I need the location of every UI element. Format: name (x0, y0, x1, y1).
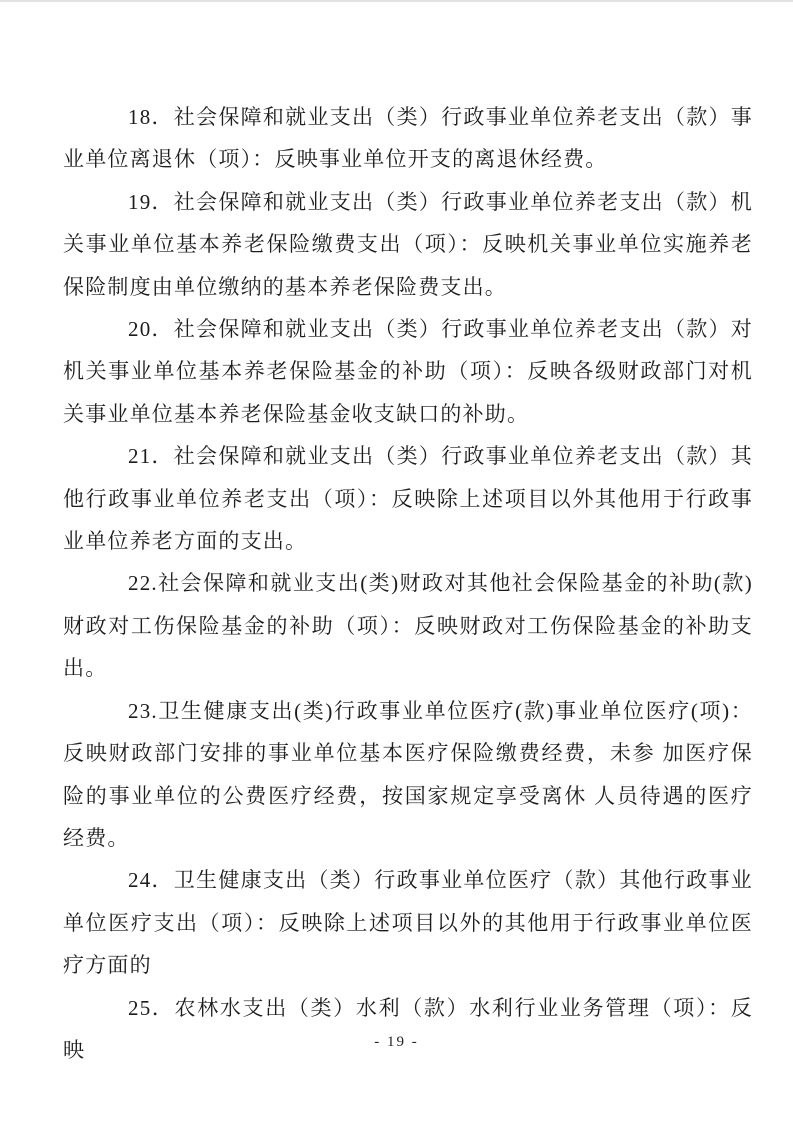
scan-edge-shadow (0, 0, 793, 2)
paragraph-18: 18．社会保障和就业支出（类）行政事业单位养老支出（款）事业单位离退休（项）：反映事业单位开支的离退休经费。 (63, 105, 753, 172)
paragraph-19: 19．社会保障和就业支出（类）行政事业单位养老支出（款）机关事业单位基本养老保险缴费支出（项）：反映机关事业单位实施养老保险制度由单位缴纳的基本养老保险费支出。 (63, 189, 753, 299)
paragraph-20: 20．社会保障和就业支出（类）行政事业单位养老支出（款）对机关事业单位基本养老保险基金的补助（项）：反映各级财政部门对机关事业单位基本养老保险基金收支缺口的补助。 (63, 317, 753, 426)
paragraph-24: 24．卫生健康支出（类）行政事业单位医疗（款）其他行政事业单位医疗支出（项）：反映除上述项目以外的其他用于行政事业单位医疗方面的 (63, 868, 753, 978)
paragraph-23: 23.卫生健康支出(类)行政事业单位医疗(款)事业单位医疗(项)：反映财政部门安排的事业单位基本医疗保险缴费经费，未参 加医疗保险的事业单位的公费医疗经费，按国家规定享受离休 人员待遇的医疗经费。 (63, 698, 753, 850)
paragraph-21: 21．社会保障和就业支出（类）行政事业单位养老支出（款）其他行政事业单位养老支出（项）：反映除上述项目以外其他用于行政事业单位养老方面的支出。 (63, 444, 753, 554)
page-number: - 19 - (374, 1034, 419, 1050)
document-body (63, 96, 753, 1071)
paragraph-22: 22.社会保障和就业支出(类)财政对其他社会保险基金的补助(款)财政对工伤保险基金的补助（项）：反映财政对工伤保险基金的补助支出。 (63, 571, 753, 681)
paragraph-25: 25．农林水支出（类）水利（款）水利行业业务管理（项）：反映 (63, 995, 753, 1062)
